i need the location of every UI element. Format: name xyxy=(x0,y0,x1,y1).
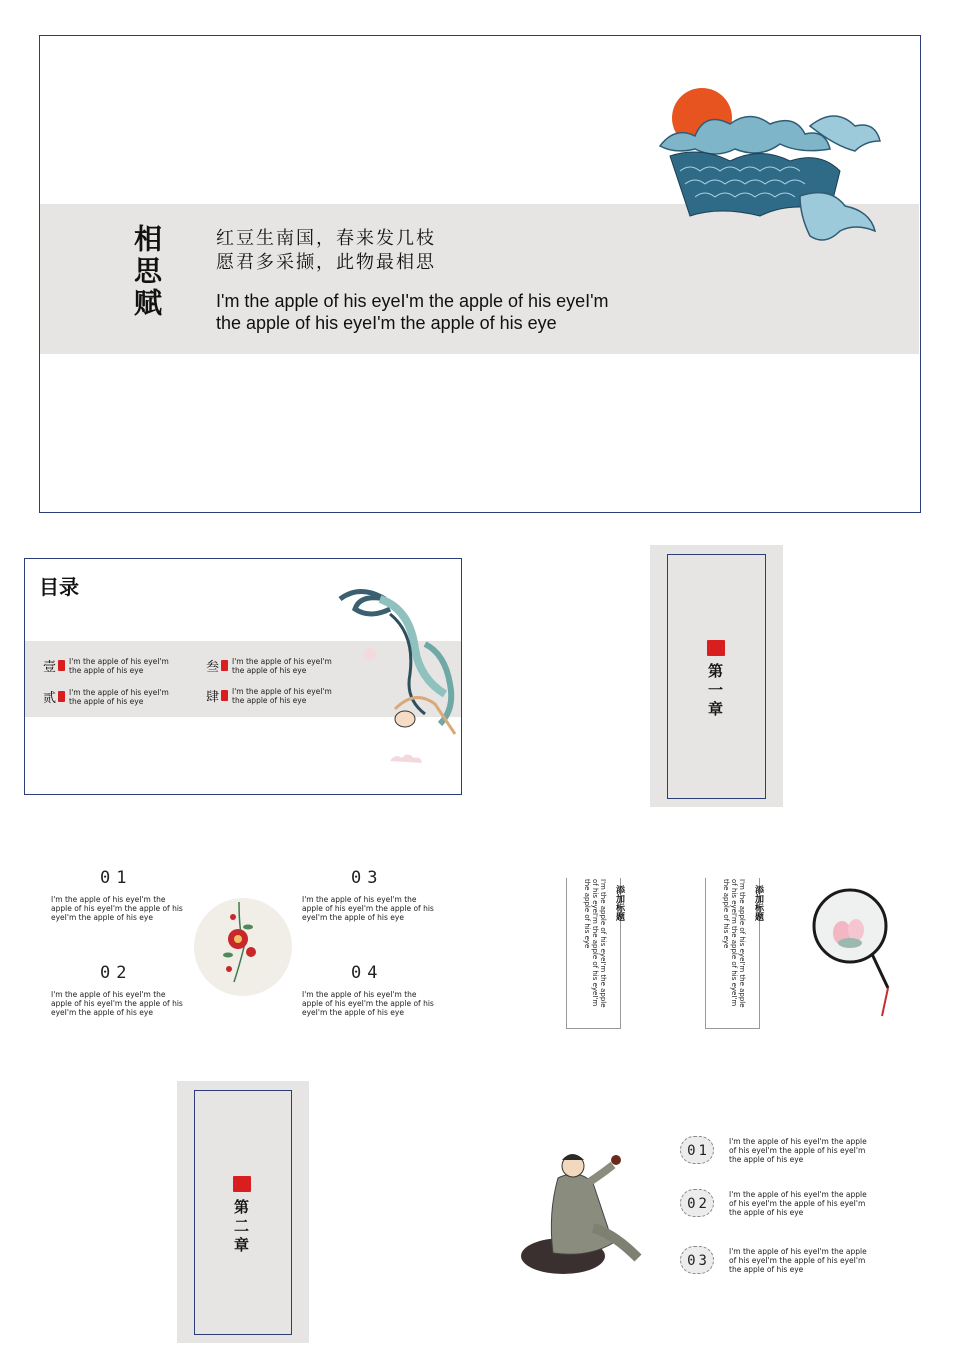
card-heading: 添加标题 xyxy=(614,885,624,921)
point-text-line: I'm the apple of his eyeI'm the xyxy=(302,895,417,904)
toc-item-4[interactable] xyxy=(206,685,332,705)
slide-title: 相思赋 xyxy=(130,224,163,320)
list-number-badge: 03 xyxy=(680,1246,714,1274)
seal-icon xyxy=(58,660,65,671)
point-text-line: eyeI'm the apple of his eye xyxy=(51,1008,153,1017)
point-text-line: apple of his eyeI'm the apple of his xyxy=(302,904,434,913)
list-text-line: of his eyeI'm the apple of his eyeI'm xyxy=(729,1256,866,1265)
seal-icon xyxy=(221,660,228,671)
point-text xyxy=(51,990,183,1017)
point-text-line: I'm the apple of his eyeI'm the xyxy=(51,990,166,999)
list-number-badge: 02 xyxy=(680,1189,714,1217)
chapter-2-frame xyxy=(194,1090,292,1335)
sun-wave-illustration-icon xyxy=(650,86,900,256)
flying-apsara-icon xyxy=(330,584,465,744)
seal-icon xyxy=(707,640,725,656)
card-1 xyxy=(566,858,624,1029)
toc-item-text: I'm the apple of his eyeI'm xyxy=(232,656,332,666)
card-2 xyxy=(705,858,763,1029)
point-text xyxy=(302,990,434,1017)
point-number: 02 xyxy=(100,963,133,983)
card-text: I'm the apple of his eyeI'm the apple xyxy=(599,879,607,1008)
chapter-1-title: 第一章 xyxy=(706,663,724,720)
toc-item-1[interactable] xyxy=(43,655,169,675)
card-heading: 添加标题 xyxy=(753,885,763,921)
toc-slide xyxy=(24,558,462,795)
scholar-figure-icon xyxy=(518,1138,646,1278)
point-text-line: apple of his eyeI'm the apple of his xyxy=(51,904,183,913)
toc-title: 目录 xyxy=(39,575,79,599)
point-text xyxy=(302,895,434,922)
point-text-line: apple of his eyeI'm the apple of his xyxy=(302,999,434,1008)
list-text-line: I'm the apple of his eyeI'm the apple xyxy=(729,1137,867,1146)
toc-item-text: the apple of his eye xyxy=(232,695,307,705)
flower-circle-icon xyxy=(193,897,293,997)
toc-item-text: I'm the apple of his eyeI'm xyxy=(69,656,169,666)
point-text xyxy=(51,895,183,922)
toc-item-text: the apple of his eye xyxy=(232,665,307,675)
point-number: 03 xyxy=(351,868,384,888)
toc-item-2[interactable] xyxy=(43,686,169,706)
chapter-1-frame xyxy=(667,554,766,799)
round-fan-icon xyxy=(812,888,902,1023)
chapter-1-slide xyxy=(650,545,783,807)
toc-item-label: 肆 xyxy=(206,690,220,705)
point-text-line: I'm the apple of his eyeI'm the xyxy=(51,895,166,904)
poem-line-2: 愿君多采撷，此物最相思 xyxy=(216,252,436,273)
cloud-decoration-icon xyxy=(385,749,425,769)
card-text: the apple of his eye xyxy=(722,879,730,949)
point-text-line: eyeI'm the apple of his eye xyxy=(51,913,153,922)
english-line-2: the apple of his eyeI'm the apple of his eye xyxy=(216,313,557,333)
list-number-badge: 01 xyxy=(680,1136,714,1164)
title-slide xyxy=(39,35,921,513)
toc-item-text: the apple of his eye xyxy=(69,696,144,706)
card-text: of his eyeI'm the apple of his eyeI'm xyxy=(591,879,599,1007)
toc-item-text: I'm the apple of his eyeI'm xyxy=(69,687,169,697)
list-text-line: the apple of his eye xyxy=(729,1208,804,1217)
point-text-line: apple of his eyeI'm the apple of his xyxy=(51,999,183,1008)
point-text-line: eyeI'm the apple of his eye xyxy=(302,1008,404,1017)
toc-item-text: I'm the apple of his eyeI'm xyxy=(232,686,332,696)
list-text-line: of his eyeI'm the apple of his eyeI'm xyxy=(729,1146,866,1155)
toc-item-label: 贰 xyxy=(43,691,57,706)
card-text: the apple of his eye xyxy=(583,879,591,949)
seal-icon xyxy=(58,691,65,702)
english-line-1: I'm the apple of his eyeI'm the apple of his eyeI'm xyxy=(216,291,609,311)
card-text: I'm the apple of his eyeI'm the apple xyxy=(738,879,746,1008)
toc-item-label: 壹 xyxy=(43,660,57,675)
point-text-line: eyeI'm the apple of his eye xyxy=(302,913,404,922)
chapter-2-title: 第二章 xyxy=(232,1199,250,1256)
toc-item-3[interactable] xyxy=(206,655,332,675)
seal-icon xyxy=(233,1176,251,1192)
point-number: 04 xyxy=(351,963,384,983)
list-text-line: the apple of his eye xyxy=(729,1265,804,1274)
list-text-line: I'm the apple of his eyeI'm the apple xyxy=(729,1247,867,1256)
chapter-2-slide xyxy=(177,1081,309,1343)
list-text-line: of his eyeI'm the apple of his eyeI'm xyxy=(729,1199,866,1208)
poem-line-1: 红豆生南国，春来发几枝 xyxy=(216,228,436,249)
point-text-line: I'm the apple of his eyeI'm the xyxy=(302,990,417,999)
list-text-line: the apple of his eye xyxy=(729,1155,804,1164)
seal-icon xyxy=(221,690,228,701)
list-text-line: I'm the apple of his eyeI'm the apple xyxy=(729,1190,867,1199)
card-text: of his eyeI'm the apple of his eyeI'm xyxy=(730,879,738,1007)
toc-item-text: the apple of his eye xyxy=(69,665,144,675)
point-number: 01 xyxy=(100,868,133,888)
toc-item-label: 叁 xyxy=(206,660,220,675)
